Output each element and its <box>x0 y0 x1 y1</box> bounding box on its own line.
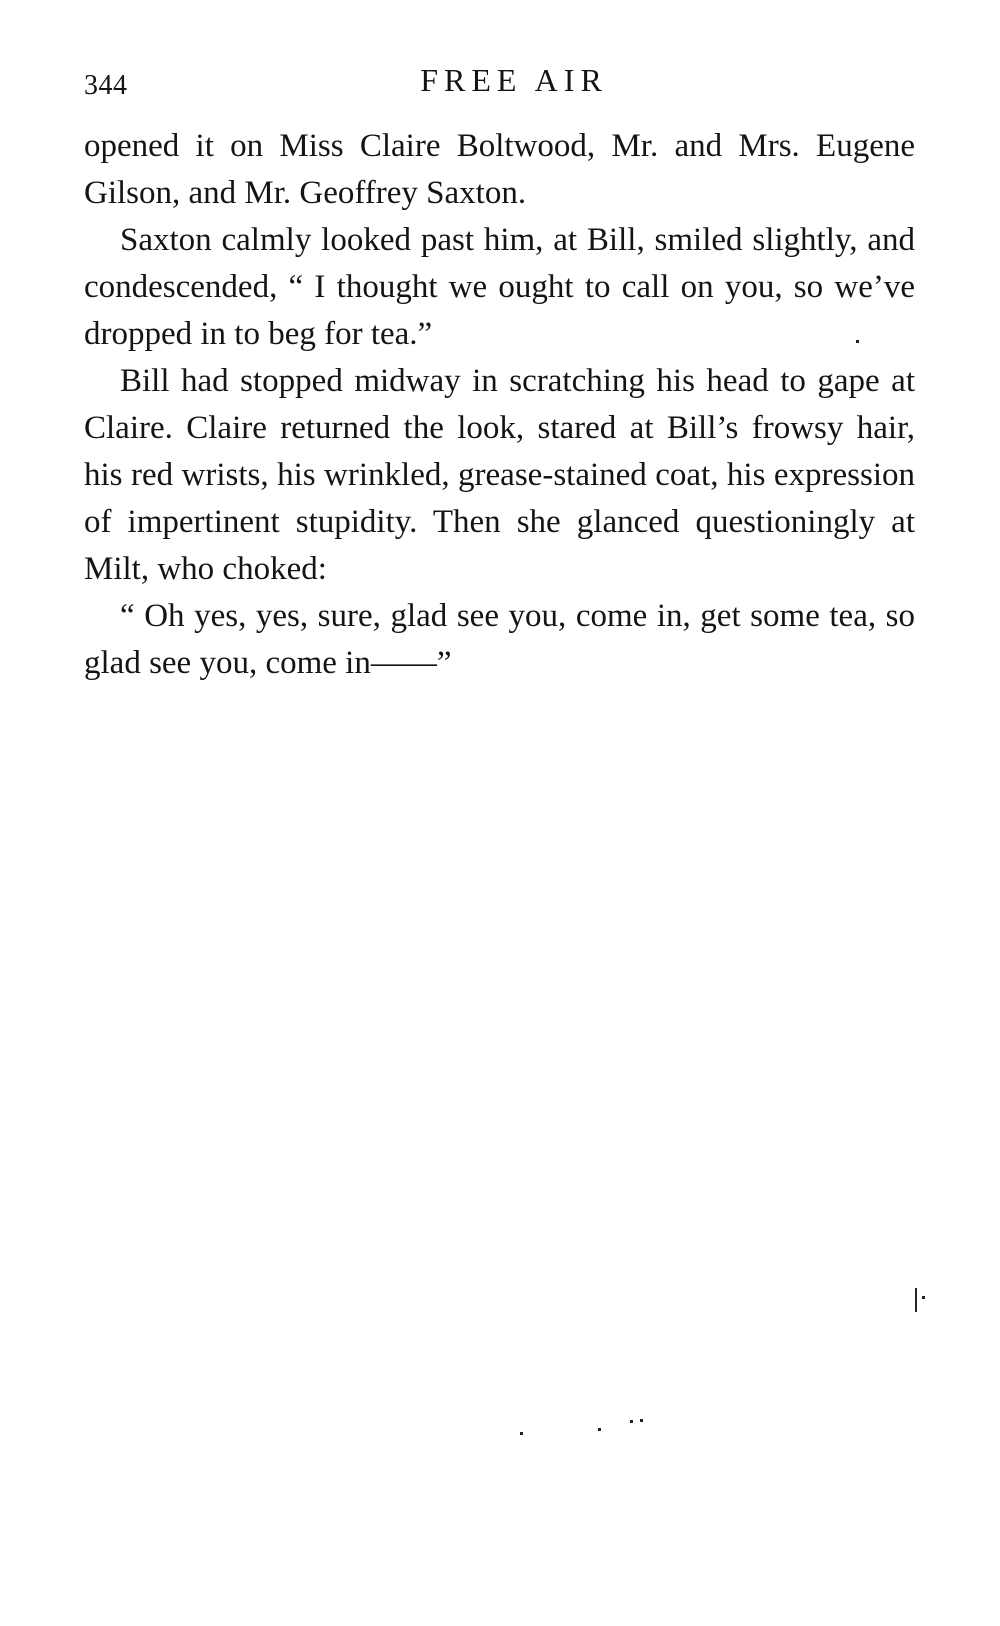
book-title: FREE AIR <box>420 62 608 98</box>
scan-speck <box>520 1432 523 1435</box>
scan-speck <box>630 1420 633 1423</box>
body-text <box>84 123 915 687</box>
paragraph: “ Oh yes, yes, sure, glad see you, come in, get some tea, so glad see you, come in——” <box>84 598 915 681</box>
scan-speck <box>640 1419 643 1422</box>
scan-speck <box>598 1428 601 1431</box>
page-number: 344 <box>84 70 128 101</box>
scan-speck <box>922 1296 925 1299</box>
paragraph: Bill had stopped midway in scratching his head to gape at Claire. Claire returned the look, stared at Bill’s frowsy hair, his red wrists, his wrinkled, grease-stained coat, his expression of impertinent stupidity. Then she glanced questioningly at Milt, who choked: <box>84 363 915 587</box>
paragraph: Saxton calmly looked past him, at Bill, smiled slightly, and condescended, “ I thought we ought to call on you, so we’ve dropped in to beg for tea.” <box>84 222 915 352</box>
scan-speck <box>856 340 859 343</box>
paragraph: opened it on Miss Claire Boltwood, Mr. and Mrs. Eugene Gilson, and Mr. Geoffrey Saxton. <box>84 128 915 211</box>
running-head <box>84 62 914 112</box>
scan-speck <box>915 1288 917 1312</box>
